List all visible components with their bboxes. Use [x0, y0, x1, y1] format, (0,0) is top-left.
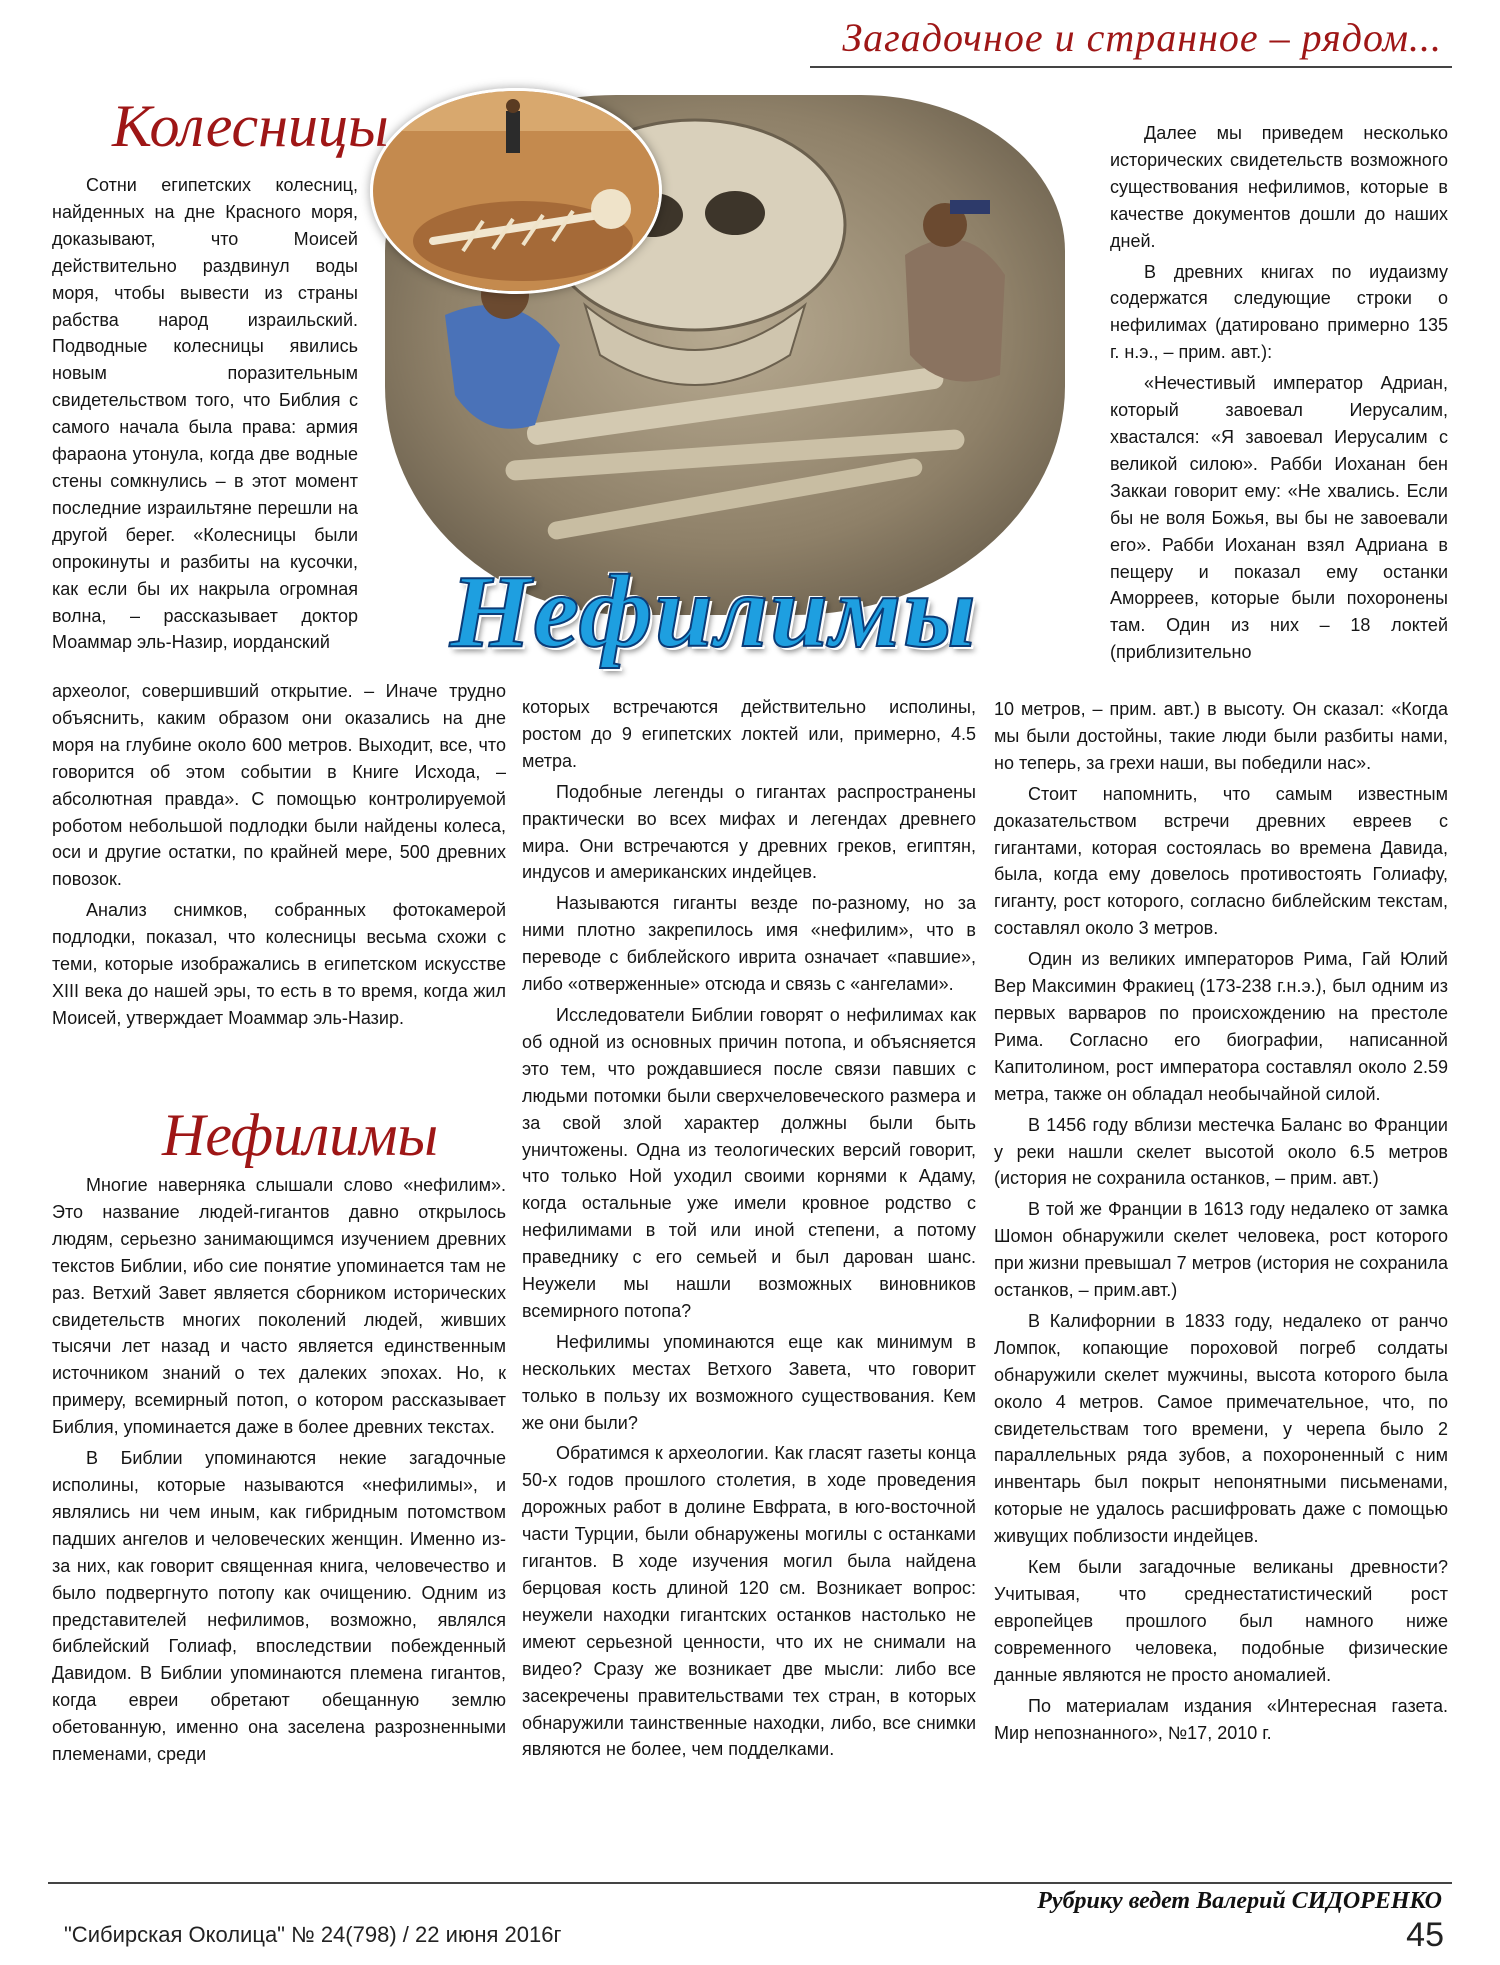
- desert-excavation-inset-photo: [370, 88, 662, 294]
- rubric-underline: [810, 66, 1452, 68]
- rubric-credit: Рубрику ведет Валерий СИДОРЕНКО: [1037, 1888, 1442, 1914]
- nephilim-section-title: Нефилимы: [162, 1102, 439, 1168]
- right-top-paragraph-3: «Нечестивый император Адриан, который завоевал Иерусалим, хвастался: «Я завоевал Иерусалим с великой силою». Рабби Иоханан бен Заккаи говорит ему: «Не хвались. Если бы не воля Божья, вы бы не завоевали его». Рабби Иоханан взял Адриана в пещеру и показал ему останки Аморреев, которые были похоронены там. Один из них – 18 локтей (приблизительно: [1110, 373, 1448, 663]
- desert-inset-graphic: [373, 91, 659, 291]
- chariots-column-top: [52, 172, 358, 660]
- chariots-paragraph-2: Анализ снимков, собранных фотокамерой подлодки, показал, что колесницы весьма схожи с теми, которые изображались в египетском искусстве XIII века до нашей эры, то есть в то время, когда жил Моисей, утверждает Моаммар эль-Назир.: [52, 900, 506, 1028]
- middle-column: [522, 694, 976, 1767]
- right-paragraph-6: В Калифорнии в 1833 году, недалеко от ранчо Ломпок, копающие пороховой погреб солдаты обнаружили скелет мужчины, высота которого была около 4 метров. Самое примечательное, что, по свидетельствам того времени, у черепа было 2 параллельных ряда зубов, а похороненный с ним инвентарь был покрыт непонятными письменами, которые не удалось расшифровать даже с помощью живущих поблизости индейцев.: [994, 1310, 1448, 1547]
- footer-divider: [48, 1882, 1452, 1884]
- chariots-paragraph-continued: археолог, совершивший открытие. – Иначе трудно объяснить, каким образом они оказались на дне моря на глубине около 600 метров. Выходит, все, что говорится об этом событии в Книге Исхода, – абсолютная правда». С помощью контролируемой роботом небольшой подлодки были найдены колеса, оси и другие остатки, по крайней мере, 500 древних повозок.: [52, 681, 506, 890]
- right-paragraph-1: 10 метров, – прим. авт.) в высоту. Он сказал: «Когда мы были достойны, такие люди были разбиты нами, но теперь, за грехи наши, вы победили нас».: [994, 699, 1448, 773]
- right-paragraph-7: Кем были загадочные великаны древности? Учитывая, что среднестатистический рост европейцев прошлого был намного ниже современного человека, подобные физические данные являются не просто аномалией.: [994, 1557, 1448, 1685]
- middle-paragraph-5: Нефилимы упоминаются еще как минимум в нескольких местах Ветхого Завета, что говорит только в пользу их возможного существования. Кем же они были?: [522, 1331, 976, 1433]
- middle-paragraph-2: Подобные легенды о гигантах распространены практически во всех мифах и легендах древнего мира. Они встречаются у древних греков, египтян, индусов и американских индейцев.: [522, 781, 976, 883]
- middle-paragraph-6: Обратимся к археологии. Как гласят газеты конца 50-х годов прошлого столетия, в ходе проведения дорожных работ в долине Евфрата, в юго-восточной части Турции, были обнаружены могилы с останками гигантов. В ходе изучения могил была найдена берцовая кость длиной 120 см. Возникает вопрос: неужели находки гигантских останков настолько не имеют серьезной ценности, что их не снимали на видео? Сразу же возникает две мысли: либо все засекречены правительствами тех стран, в которых обнаружили таинственные находки, либо, все снимки являются не более, чем подделками.: [522, 1443, 976, 1760]
- right-paragraph-5: В той же Франции в 1613 году недалеко от замка Шомон обнаружили скелет человека, рост которого при жизни превышал 7 метров (история не сохранила останков, – прим.авт.): [994, 1199, 1448, 1301]
- chariots-column-bottom: [52, 678, 506, 1036]
- middle-paragraph-4: Исследователи Библии говорят о нефилимах как об одной из основных причин потопа, и объясняется это тем, что рождавшиеся после связи павших с людьми потомки были сверхчеловеческого размера и за свой злой характер должны были быть уничтожены. Одна из теологических версий говорит, что только Ной уходил своими корнями к Адаму, когда остальные уже имели кровное родство с нефилимами в той или иной степени, а потому праведнику с его семьей и был дарован шанс. Неужели мы нашли возможных виновников всемирного потопа?: [522, 1004, 976, 1321]
- right-paragraph-3: Один из великих императоров Рима, Гай Юлий Вер Максимин Фракиец (173-238 г.н.э.), был одним из первых варваров по происхождению на престоле Рима. Согласно его биографии, написанной Капитолином, рост императора составлял около 2.59 метра, также он обладал необычайной силой.: [994, 949, 1448, 1104]
- publication-info: "Сибирская Околица" № 24(798) / 22 июня 2016г: [64, 1922, 562, 1947]
- rubric-header: Загадочное и странное – рядом...: [842, 15, 1442, 60]
- nephilim-paragraph-2: В Библии упоминаются некие загадочные исполины, которые называются «нефилимы», и являлись ни чем иным, как гибридным потомством падших ангелов и человеческих женщин. Именно из-за них, как говорит священная книга, человечество и было подвергнуто потопу как очищению. Одним из представителей нефилимов, возможно, являлся библейский Голиаф, впоследствии побежденный Давидом. В Библии упоминаются племена гигантов, когда евреи обретают обещанную землю обетованную, именно она заселена разрозненными племенами, среди: [52, 1448, 506, 1765]
- right-top-paragraph-2: В древних книгах по иудаизму содержатся следующие строки о нефилимах (датировано примерно 135 г. н.э., – прим. авт.):: [1110, 261, 1448, 363]
- page-number: 45: [1406, 1916, 1444, 1954]
- right-paragraph-2: Стоит напомнить, что самым известным доказательством встречи древних евреев с гигантами, которая состоялась во времена Давида, была, когда ему довелось противостоять Голиафу, гиганту, рост которого, согласно библейским текстам, составлял около 3 метров.: [994, 783, 1448, 939]
- source-note: По материалам издания «Интересная газета. Мир непознанного», №17, 2010 г.: [994, 1695, 1448, 1743]
- right-top-paragraph-1: Далее мы приведем несколько исторических свидетельств возможного существования нефилимов, которые в качестве документов дошли до наших дней.: [1110, 123, 1448, 251]
- headline: Нефилимы: [450, 554, 978, 669]
- chariots-title: Колесницы: [112, 93, 389, 159]
- right-column: [994, 696, 1448, 1750]
- nephilim-left-column: [52, 1172, 506, 1772]
- nephilim-paragraph-1: Многие наверняка слышали слово «нефилим». Это название людей-гигантов давно открылось людям, серьезно занимающимся изучением древних текстов Библии, ибо сие понятие упоминается там не раз. Ветхий Завет является сборником исторических свидетельств многих поколений людей, живших тысячи лет назад и часто является единственным источником знаний о тех далеких эпохах. Но, к примеру, всемирный потоп, о котором рассказывает Библия, упоминается даже в более древних текстах.: [52, 1175, 506, 1438]
- right-column-top: [1110, 120, 1448, 670]
- chariots-paragraph: Сотни египетских колесниц, найденных на дне Красного моря, доказывают, что Моисей действительно раздвинул воды моря, чтобы вывести из страны рабства народ израильский. Подводные колесницы явились новым поразительным свидетельством того, что Библия с самого начала была права: армия фараона утонула, когда две водные стены сомкнулись – в этот момент последние израильтяне перешли на другой берег. «Колесницы были опрокинуты и разбиты на кусочки, как если бы их накрыла огромная волна, – рассказывает доктор Моаммар эль-Назир, иорданский: [52, 175, 358, 653]
- right-paragraph-4: В 1456 году вблизи местечка Баланс во Франции у реки нашли скелет высотой около 6.5 метров (история не сохранила останков, – прим. авт.): [994, 1114, 1448, 1189]
- middle-paragraph-3: Называются гиганты везде по-разному, но за ними плотно закрепилось имя «нефилим», что в переводе с библейского иврита означает «павшие», либо «отверженные» отсюда и связь с «ангелами».: [522, 893, 976, 995]
- middle-paragraph-1: которых встречаются действительно исполины, ростом до 9 египетских локтей или, примерно, 4.5 метра.: [522, 697, 976, 771]
